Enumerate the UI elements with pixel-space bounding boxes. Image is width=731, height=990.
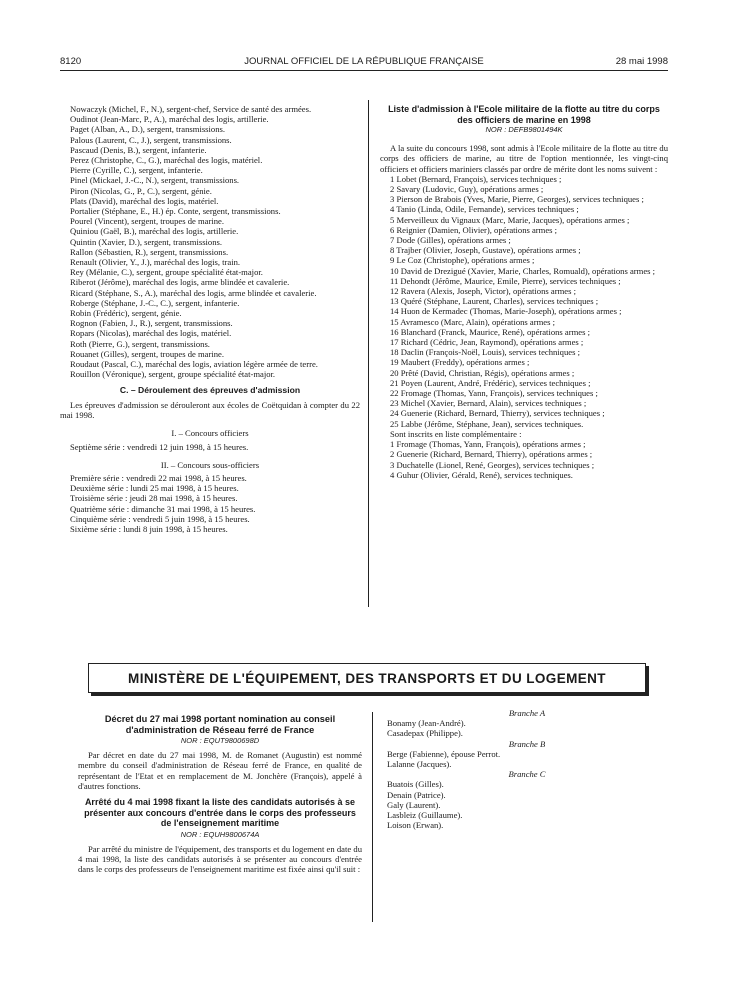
schedule-line: Troisième série : jeudi 28 mai 1998, à 15 heures. [70,493,238,504]
journal-title: JOURNAL OFFICIEL DE LA RÉPUBLIQUE FRANÇAISE [244,56,484,67]
schedule-line: Septième série : vendredi 12 juin 1998, à 15 heures. [70,441,249,452]
candidate-entry: Robin (Frédéric), sergent, génie. [70,308,182,319]
decree-text: Par décret en date du 27 mai 1998, M. de Romanet (Augustin) est nommé membre du conseil d'administration de Réseau ferré de France, en qualité de représentant de l'Etat et en remplacement de M. Jonchère (François), appelé à d'autres fonctions. [78,750,362,791]
officers-subtitle: I. – Concours officiers [171,428,249,439]
admitted-entry: 18 Daclin (François-Noël, Louis), services techniques ; [390,347,580,358]
complementary-entry: 3 Duchatelle (Lionel, René, Georges), services techniques ; [390,459,595,470]
candidate-entry: Roth (Pierre, G.), sergent, transmissions. [70,338,210,349]
candidate-entry: Perez (Christophe, C., G.), maréchal des logis, matériel. [70,155,263,166]
admitted-entry: 3 Pierson de Brabois (Yves, Marie, Pierre, Georges), services techniques ; [390,194,644,205]
section-c-title: C. – Déroulement des épreuves d'admission [119,385,301,396]
admitted-entry: 13 Quéré (Stéphane, Laurent, Charles), services techniques ; [390,296,599,307]
admitted-entry: 25 Labbe (Jérôme, Stéphane, Jean), services techniques. [390,418,584,429]
admitted-entry: 5 Merveilleux du Vignaux (Marc, Marie, Jacques), opérations armes ; [390,214,630,225]
branch-candidate: Galy (Laurent). [387,799,441,810]
candidate-entry: Rognon (Fabien, J., R.), sergent, transmissions. [70,318,233,329]
section-c-text: Les épreuves d'admission se dérouleront aux écoles de Coëtquidan à compter du 22 mai 1998. [60,399,360,421]
header-rule [60,70,668,71]
candidate-entry: Ropars (Nicolas), maréchal des logis, matériel. [70,328,232,339]
candidate-entry: Roudaut (Pascal, C.), maréchal des logis, aviation légère armée de terre. [70,359,318,370]
branch-candidate: Casadepax (Philippe). [387,728,463,739]
candidate-entry: Riberot (Jérôme), maréchal des logis, arme blindée et cavalerie. [70,277,290,288]
admitted-entry: 1 Lobet (Bernard, François), services techniques ; [390,173,562,184]
complementary-entry: 2 Guenerie (Richard, Bernard, Thierry), opérations armes ; [390,449,593,460]
admitted-entry: 8 Trajber (Olivier, Joseph, Gustave), opérations armes ; [390,245,581,256]
admitted-entry: 4 Tanio (Linda, Odile, Fernande), services techniques ; [390,204,579,215]
schedule-line: Première série : vendredi 22 mai 1998, à 15 heures. [70,473,247,483]
candidate-entry: Nowaczyk (Michel, F., N.), sergent-chef, Service de santé des armées. [70,104,312,114]
admitted-entry: 24 Guenerie (Richard, Bernard, Thierry), services techniques ; [390,408,605,419]
admission-list-title: Liste d'admission à l'Ecole militaire de la flotte au titre du corps des officiers de marine en 1998 [388,104,660,125]
schedule-line: Quatrième série : dimanche 31 mai 1998, à 15 heures. [70,503,256,514]
candidate-entry: Roberge (Stéphane, J.-C., C.), sergent, infanterie. [70,297,240,308]
page-header [60,56,668,70]
admitted-entry: 12 Ravera (Alexis, Joseph, Victor), opérations armes ; [390,286,576,297]
candidate-entry: Oudinot (Jean-Marc, P., A.), maréchal des logis, artillerie. [70,114,269,125]
branches-column [387,708,667,830]
candidate-entry: Ricard (Stéphane, S., A.), maréchal des logis, arme blindée et cavalerie. [70,287,317,298]
candidate-entry: Quiniou (Gaël, B.), maréchal des logis, artillerie. [70,226,239,237]
branches-list [387,708,667,830]
candidate-entry: Rouanet (Gilles), sergent, troupes de marine. [70,348,225,359]
branch-title: Branche C [508,769,546,780]
branch-candidate: Lasbleiz (Guillaume). [387,810,463,821]
complementary-entry: 4 Guhur (Olivier, Gérald, René), services techniques. [390,469,573,480]
complementary-list [380,439,668,480]
candidate-entry: Pascaud (Denis, B.), sergent, infanterie. [70,144,207,155]
admitted-entry: 7 Dode (Gilles), opérations armes ; [390,235,511,246]
admitted-entry: 6 Reignier (Damien, Olivier), opérations armes ; [390,224,558,235]
branch-title: Branche B [508,738,546,749]
candidate-entry: Pinel (Mickael, J.-C., N.), sergent, transmissions. [70,175,240,186]
candidate-entry: Paget (Alban, A., D.), sergent, transmissions. [70,124,225,135]
candidate-entry: Plats (David), maréchal des logis, matériel. [70,195,219,206]
candidate-entry: Rallon (Sébastien, R.), sergent, transmissions. [70,246,229,257]
candidate-entry: Rouillon (Véronique), sergent, groupe spécialité état-major. [70,369,276,380]
noncom-subtitle: II. – Concours sous-officiers [160,459,260,470]
admitted-entry: 21 Poyen (Laurent, André, Frédéric), services techniques ; [390,377,591,388]
candidate-entry: Pierre (Cyrille, C.), sergent, infanterie. [70,165,203,176]
branch-candidate: Denain (Patrice). [387,789,446,800]
arrete-text: Par arrêté du ministre de l'équipement, des transports et du logement en date du 4 mai 1998, la liste des candidats autorisés à se présenter au concours d'entrée dans le corps des professeurs de l'enseignement maritime est fixée ainsi qu'il suit : [78,843,362,875]
complementary-entry: 1 Fromage (Thomas, Yann, François), opérations armes ; [390,439,586,450]
column-divider [368,100,369,607]
decree-title: Décret du 27 mai 1998 portant nomination au conseil d'administration de Réseau ferré de France [104,714,336,735]
candidate-entry: Renault (Olivier, Y., J.), maréchal des logis, train. [70,257,241,268]
candidate-entry: Rey (Mélanie, C.), sergent, groupe spécialité état-major. [70,267,263,278]
admitted-entry: 11 Dehondt (Jérôme, Maurice, Emile, Pierre), services techniques ; [390,275,621,286]
arrete-title: Arrêté du 4 mai 1998 fixant la liste des candidats autorisés à se présenter aux concours d'entrée dans le corps des professeurs de l'enseignement maritime [84,797,356,829]
schedule-line: Sixième série : lundi 8 juin 1998, à 15 heures. [70,524,228,535]
admitted-entry: 2 Savary (Ludovic, Guy), opérations armes ; [390,184,544,195]
admitted-list [380,174,668,429]
schedule-line: Cinquième série : vendredi 5 juin 1998, à 15 heures. [70,513,250,524]
admitted-entry: 16 Blanchard (Franck, Maurice, René), opérations armes ; [390,326,590,337]
candidate-list [60,104,360,379]
admission-intro: A la suite du concours 1998, sont admis à l'Ecole militaire de la flotte au titre du corps des officiers de marine, au titre de l'option mentionnée, les vingt-cinq officiers et officiers mariniers classés par ordre de mérite dont les noms suivent : [380,143,668,174]
officers-schedule [60,442,360,452]
admitted-entry: 20 Prêté (David, Christian, Régis), opérations armes ; [390,367,575,378]
candidate-entry: Pourel (Vincent), sergent, troupes de marine. [70,216,224,227]
complementary-intro: Sont inscrits en liste complémentaire : [390,428,522,439]
left-column [60,104,360,534]
lower-column-divider [372,712,373,922]
branch-candidate: Lalanne (Jacques). [387,759,452,770]
admitted-entry: 22 Fromage (Thomas, Yann, François), services techniques ; [390,388,598,399]
branch-title: Branche A [508,708,546,718]
branch-candidate: Loison (Erwan). [387,820,444,831]
branch-candidate: Buatois (Gilles). [387,779,444,790]
admitted-entry: 19 Maubert (Freddy), opérations armes ; [390,357,530,368]
branch-candidate: Bonamy (Jean-André). [387,718,466,729]
admitted-entry: 15 Avramesco (Marc, Alain), opérations armes ; [390,316,555,327]
candidate-entry: Portalier (Stéphane, E., H.) ép. Conte, sergent, transmissions. [70,206,281,217]
candidate-entry: Palous (Laurent, C., J.), sergent, transmissions. [70,134,232,145]
issue-date: 28 mai 1998 [615,56,668,67]
candidate-entry: Piron (Nicolas, G., P., C.), sergent, génie. [70,185,212,196]
admitted-entry: 23 Michel (Xavier, Bernard, Alain), services techniques ; [390,398,587,409]
decree-nor: NOR : EQUT9800698D [180,736,260,745]
branch-candidate: Berge (Fabienne), épouse Perrot. [387,748,501,759]
admitted-entry: 9 Le Coz (Christophe), opérations armes ; [390,255,535,266]
admitted-entry: 10 David de Drezigué (Xavier, Marie, Charles, Romuald), opérations armes ; [390,265,656,276]
candidate-entry: Quintin (Xavier, D.), sergent, transmissions. [70,236,223,247]
admitted-entry: 14 Huon de Kermadec (Thomas, Marie-Joseph), opérations armes ; [390,306,622,317]
page-number: 8120 [60,56,82,67]
schedule-line: Deuxième série : lundi 25 mai 1998, à 15 heures. [70,483,239,494]
lower-left-column [78,714,362,874]
arrete-nor: NOR : EQUH9800674A [180,829,260,839]
admission-nor: NOR : DEFB9801494K [485,125,563,134]
admitted-entry: 17 Richard (Cédric, Jean, Raymond), opérations armes ; [390,337,584,348]
right-column [380,104,668,480]
noncom-schedule [60,473,360,534]
ministry-banner: MINISTÈRE DE L'ÉQUIPEMENT, DES TRANSPORTS ET DU LOGEMENT [88,663,646,693]
